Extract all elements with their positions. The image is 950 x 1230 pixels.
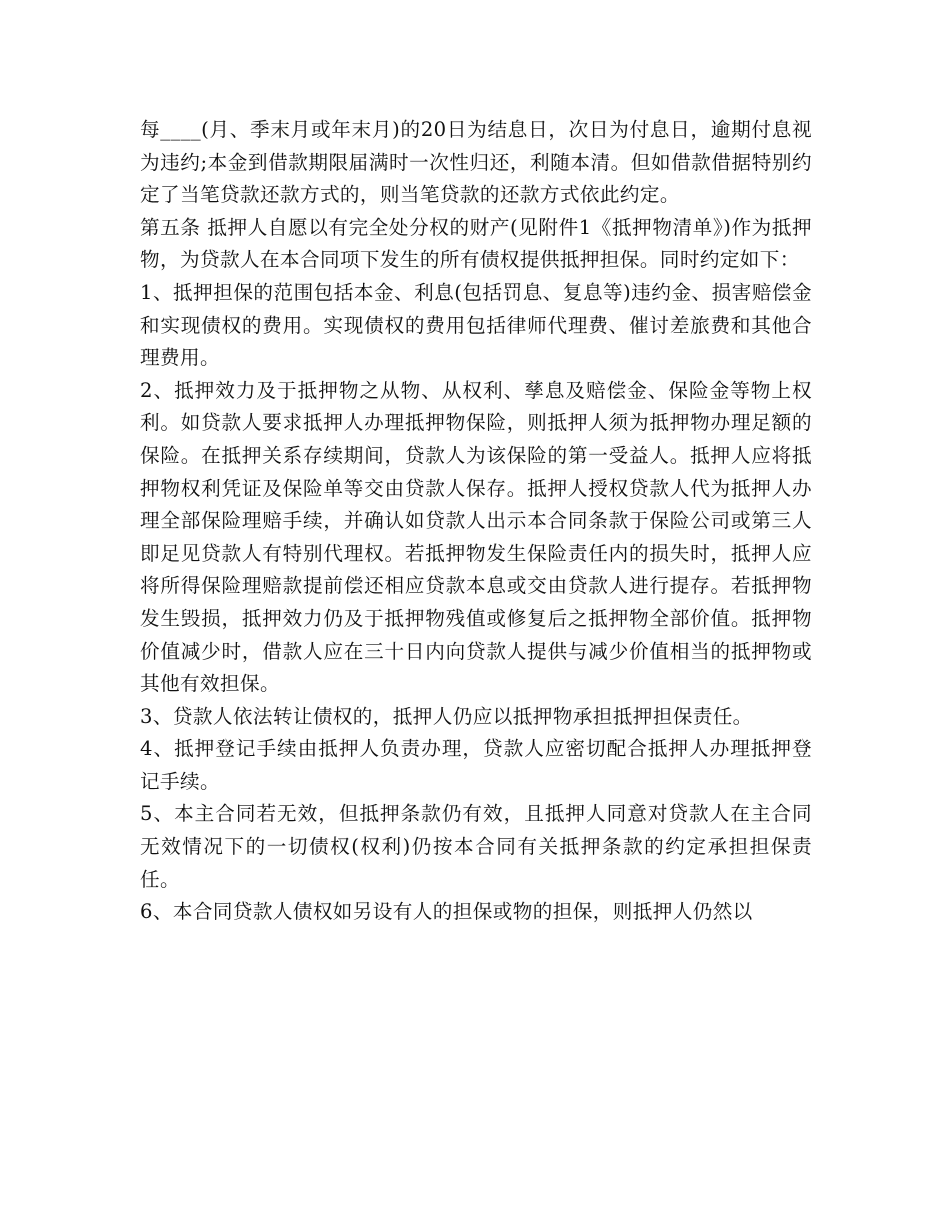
paragraph-clause-6: 6、本合同贷款人债权如另设有人的担保或物的担保，则抵押人仍然以	[140, 900, 753, 924]
paragraph-article-five: 第五条 抵押人自愿以有完全处分权的财产(见附件1《抵押物清单》)作为抵押物，为贷款人在本合同项下发生的所有债权提供抵押担保。同时约定如下：	[140, 215, 812, 272]
paragraph-clause-2: 2、抵押效力及于抵押物之从物、从权利、孳息及赔偿金、保险金等物上权利。如贷款人要求抵押人办理抵押物保险，则抵押人须为抵押物办理足额的保险。在抵押关系存续期间，贷款人为该保险的第一受益人。抵押人应将抵押物权利凭证及保险单等交由贷款人保存。抵押人授权贷款人代为抵押人办理全部保险理赔手续，并确认如贷款人出示本合同条款于保险公司或第三人即足见贷款人有特别代理权。若抵押物发生保险责任内的损失时，抵押人应将所得保险理赔款提前偿还相应贷款本息或交由贷款人进行提存。若抵押物发生毁损，抵押效力仍及于抵押物残值或修复后之抵押物全部价值。抵押物价值减少时，借款人应在三十日内向贷款人提供与减少价值相当的抵押物或其他有效担保。	[140, 378, 812, 696]
paragraph-clause-5: 5、本主合同若无效，但抵押条款仍有效，且抵押人同意对贷款人在主合同无效情况下的一切债权(权利)仍按本合同有关抵押条款的约定承担担保责任。	[140, 802, 812, 891]
paragraph-interest-settlement: 每____(月、季末月或年末月)的20日为结息日，次日为付息日，逾期付息视为违约;本金到借款期限届满时一次性归还，利随本清。但如借款借据特别约定了当笔贷款还款方式的，则当笔贷款的还款方式依此约定。	[140, 118, 812, 207]
paragraph-clause-4: 4、抵押登记手续由抵押人负责办理，贷款人应密切配合抵押人办理抵押登记手续。	[140, 737, 812, 793]
document-page	[140, 114, 812, 929]
paragraph-clause-1: 1、抵押担保的范围包括本金、利息(包括罚息、复息等)违约金、损害赔偿金和实现债权的费用。实现债权的费用包括律师代理费、催讨差旅费和其他合理费用。	[140, 280, 812, 370]
paragraph-clause-3: 3、贷款人依法转让债权的，抵押人仍应以抵押物承担抵押担保责任。	[140, 704, 753, 728]
